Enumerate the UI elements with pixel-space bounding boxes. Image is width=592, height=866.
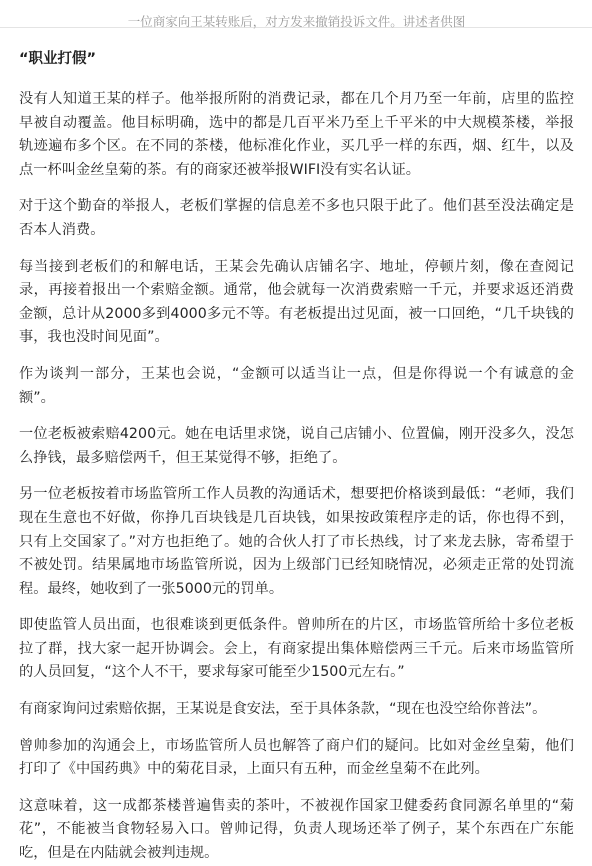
image-caption: 一位商家向王某转账后，对方发来撤销投诉文件。讲述者供图 — [127, 14, 466, 29]
paragraph: 曾帅参加的沟通会上，市场监管所人员也解答了商户们的疑问。比如对金丝皇菊，他们打印了《中国药典》中的菊花目录，上面只有五种，而金丝皇菊不在此列。 — [19, 737, 574, 778]
paragraph: 有商家询问过索赔依据，王某说是食安法，至于具体条款，“现在也没空给你普法”。 — [19, 701, 547, 718]
paragraph: 作为谈判一部分，王某也会说，“金额可以适当让一点，但是你得说一个有诚意的金额”。 — [19, 365, 574, 406]
paragraph: 另一位老板按着市场监管所工作人员教的沟通话术，想要把价格谈到最低：“老师，我们现在生意也不好做，你挣几百块钱是几百块钱，如果按政策程序走的话，你也得不到，只有上交国家了。”对方也拒绝了。她的合伙人打了市长热线，讨了来龙去脉，寄希望于不被处罚。结果属地市场监管所说，因为上级部门已经知晓情况，必须走正常的处罚流程。最终，她收到了一张5000元的罚单。 — [19, 486, 574, 597]
section-heading: “职业打假” — [19, 51, 97, 67]
paragraph: 一位老板被索赔4200元。她在电话里求饶，说自己店铺小、位置偏，刚开没多久，没怎么挣钱，最多赔偿两千，但王某觉得不够，拒绝了。 — [19, 426, 574, 466]
paragraph: 没有人知道王某的样子。他举报所附的消费记录，都在几个月乃至一年前，店里的监控早被自动覆盖。他目标明确，选中的都是几百平米乃至上千平米的中大规模茶楼，举报轨迹遍布多个区。在不同的茶楼，他标准化作业，买几乎一样的东西，烟、红牛，以及点一杯叫金丝皇菊的茶。有的商家还被举报WIFI没有实名认证。 — [19, 91, 574, 178]
paragraph: 即使监管人员出面，也很难谈到更低条件。曾帅所在的片区，市场监管所给十多位老板拉了群，找大家一起开协调会。会上，有商家提出集体赔偿两三千元。后来市场监管所的人员回复，“这个人不干，要求每家可能至少1500元左右。” — [19, 617, 574, 681]
paragraph: 对于这个勤奋的举报人，老板们掌握的信息差不多也只限于此了。他们甚至没法确定是否本人消费。 — [19, 198, 574, 238]
paragraph: 每当接到老板们的和解电话，王某会先确认店铺名字、地址，停顿片刻，像在查阅记录，再接着报出一个索赔金额。通常，他会就每一次消费索赔一千元，并要求返还消费金额，总计从2000多到4000多元不等。有老板提出过见面，被一口回绝，“几千块钱的事，我也没时间见面”。 — [19, 258, 574, 346]
paragraph: 这意味着，这一成都茶楼普遍售卖的茶叶，不被视作国家卫健委药食同源名单里的“菊花”，不能被当食物轻易入口。曾帅记得，负责人现场还举了例子，某个东西在广东能吃，但是在内陆就会被判违规。 — [19, 797, 574, 862]
